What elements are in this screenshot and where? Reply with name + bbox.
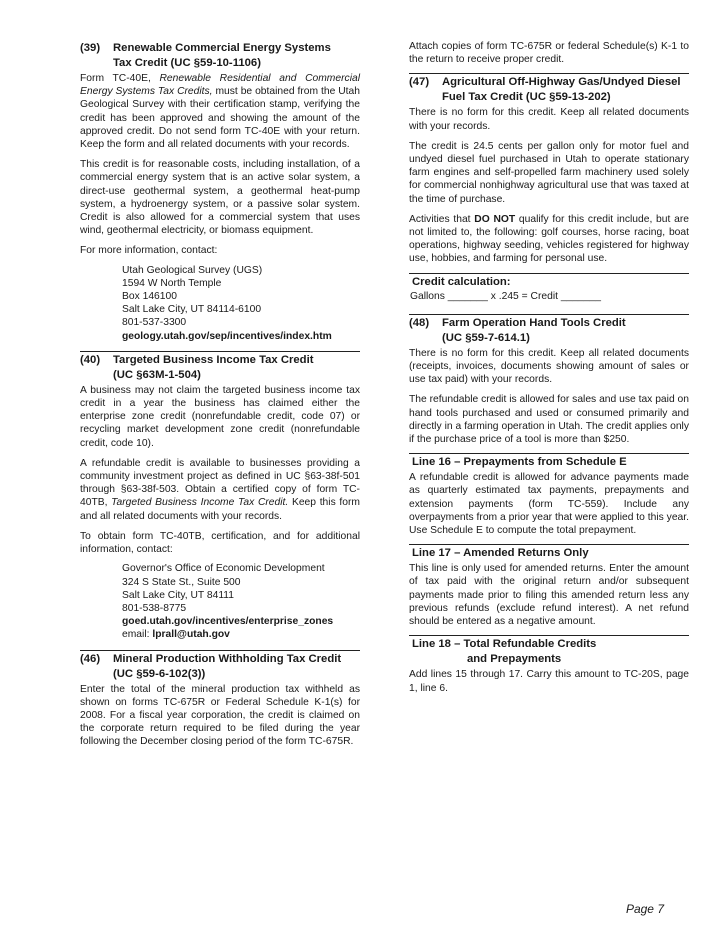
section-number: (48) <box>409 316 430 329</box>
paragraph: Form TC-40E, Renewable Residential and Commercial Energy Systems Tax Credits, must be obtained from the Utah Geological Survey with their certification stamp, verifying the credit has been approved and showing the amount of the approved credit. Do not send form TC-40E with your return. Keep the form and all related documents with your records. <box>80 73 360 151</box>
section-46-heading <box>80 650 360 682</box>
section-title: Renewable Commercial Energy Systems <box>113 42 331 54</box>
credit-calculation-heading: Credit calculation: <box>409 273 689 290</box>
paragraph: Add lines 15 through 17. Carry this amount to TC-20S, page 1, line 6. <box>409 669 689 694</box>
paragraph: The credit is 24.5 cents per gallon only for motor fuel and undyed diesel fuel purchased in Utah to operate stationary farm engines and self-propelled farm machinery used solely for commercial nonhighway agricultural use that was taxed at the time of purchase. <box>409 140 689 205</box>
contact-address: Utah Geological Survey (UGS) 1594 W North Temple Box 146100 Salt Lake City, UT 84114-6100 801-537-3300 geology.utah.gov/sep/incentives/index.htm <box>80 264 360 343</box>
section-citation: Tax Credit (UC §59-10-1106) <box>113 57 261 69</box>
website-link[interactable]: geology.utah.gov/sep/incentives/index.htm <box>122 330 332 342</box>
right-column <box>409 40 689 702</box>
paragraph: Enter the total of the mineral production tax withheld as shown on forms TC-675R or Federal Schedule K-1(s) for 2008. For a fiscal year corporation, the credit is claimed on the corporate return required to be filed during the year following the December closing period of the form TC-675R. <box>80 683 360 748</box>
paragraph: A business may not claim the targeted business income tax credit in a year the business has claimed either the enterprise zone credit (nonrefundable credit, code 07) or recycling market development zone credit (nonrefundable credit, code 10). <box>80 384 360 449</box>
section-title: Farm Operation Hand Tools Credit <box>442 316 626 329</box>
contact-address: Governor's Office of Economic Development 324 S State St., Suite 500 Salt Lake City, UT 84111 801-538-8775 goed.utah.gov/incentives/enterprise_zones email: lprall@utah.gov <box>80 562 360 641</box>
section-40-heading <box>80 351 360 383</box>
website-link[interactable]: goed.utah.gov/incentives/enterprise_zones <box>122 616 334 628</box>
section-39-heading <box>80 40 360 71</box>
section-48-heading <box>409 314 689 346</box>
paragraph: To obtain form TC-40TB, certification, and for additional information, contact: <box>80 530 360 556</box>
line-16-heading: Line 16 – Prepayments from Schedule E <box>409 453 689 470</box>
email-line: email: lprall@utah.gov <box>122 629 230 641</box>
paragraph: This line is only used for amended returns. Enter the amount of tax paid with the original return and/or subsequent payments made prior to filing this amended return less any previous refunds (exclude refund interest). A net refund should be entered as a negative amount. <box>409 563 689 628</box>
section-number: (47) <box>409 76 430 89</box>
section-47-heading <box>409 73 689 105</box>
paragraph: The refundable credit is allowed for sales and use tax paid on hand tools purchased and used or consumed primarily and directly in a farming operation in Utah. The credit applies only if the purchase price of a tool is more than $250. <box>409 394 689 446</box>
section-citation: (UC §63M-1-504) <box>113 368 201 381</box>
section-number: (40) <box>80 353 101 366</box>
section-citation: (UC §59-7-614.1) <box>442 331 530 344</box>
section-title: Targeted Business Income Tax Credit <box>113 353 314 366</box>
section-title: Mineral Production Withholding Tax Credit <box>113 652 342 665</box>
paragraph: Attach copies of form TC-675R or federal Schedule(s) K-1 to the return to receive proper credit. <box>409 41 689 66</box>
paragraph: There is no form for this credit. Keep all related documents (receipts, invoices, documents showing amount of sales or use tax paid) with your records. <box>409 347 689 386</box>
section-number: (39) <box>80 42 101 54</box>
credit-calculation-formula: Gallons _______ x .245 = Credit _______ <box>410 290 601 302</box>
section-citation: Fuel Tax Credit (UC §59-13-202) <box>442 91 611 104</box>
paragraph: For more information, contact: <box>80 245 218 257</box>
email-link[interactable]: lprall@utah.gov <box>152 629 230 641</box>
paragraph: Activities that DO NOT qualify for this credit include, but are not limited to, the following: golf courses, horse racing, boat operations, highway seeding, vehicles registered for highway use, hobbies, and farming for personal use. <box>409 213 689 265</box>
paragraph: A refundable credit is allowed for advance payments made as quarterly estimated tax payments, prepayments and extension payments (form TC-559). Include any overpayments from a prior year that were applied to this year. Use Schedule E to compute the total prepayment. <box>409 472 689 537</box>
paragraph: This credit is for reasonable costs, including installation, of a commercial energy system that is an active solar system, a direct-use geothermal system, a geothermal heat-pump system, a hydroenergy system, or a passive solar system. Credit is also allowed for a commercial system that uses wind, geothermal electricity, or biomass equipment. <box>80 159 360 237</box>
section-number: (46) <box>80 652 101 665</box>
paragraph: There is no form for this credit. Keep all related documents with your records. <box>409 107 689 132</box>
line-18-heading: Line 18 – Total Refundable Credits and Prepayments <box>409 635 689 667</box>
left-column <box>80 40 360 756</box>
page-number: Page 7 <box>625 902 664 916</box>
line-17-heading: Line 17 – Amended Returns Only <box>409 544 689 561</box>
paragraph: A refundable credit is available to businesses providing a community investment project as defined in UC §63-38f-501 through §63-38f-503. Obtain a certified copy of form TC-40TB, Targeted Business Income Tax Credit. Keep this form and all related documents with your records. <box>80 457 361 522</box>
section-citation: (UC §59-6-102(3)) <box>113 667 206 680</box>
section-title: Agricultural Off-Highway Gas/Undyed Diesel <box>442 76 681 89</box>
